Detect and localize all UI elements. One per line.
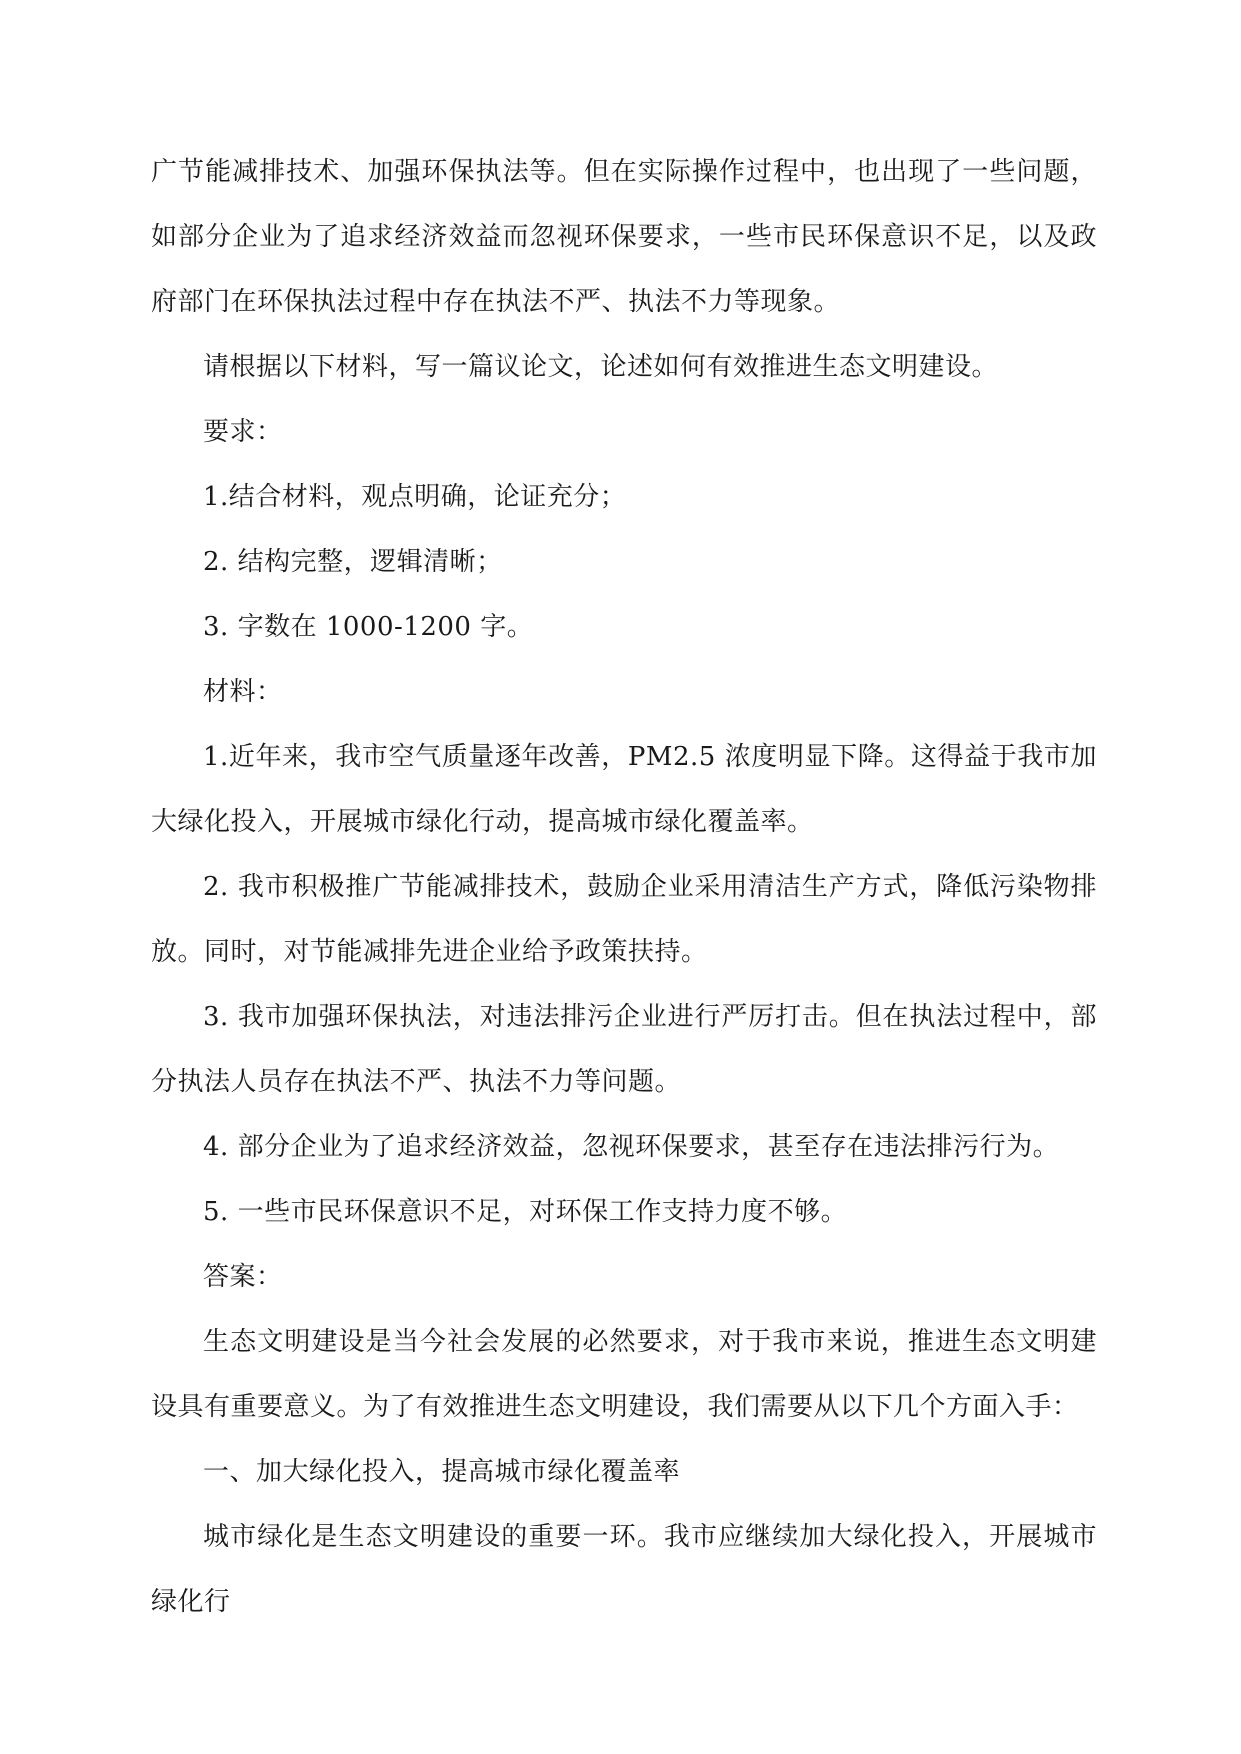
section-paragraph: 城市绿化是生态文明建设的重要一环。我市应继续加大绿化投入，开展城市绿化行 — [151, 1522, 1097, 1617]
material-item: 5. 一些市民环保意识不足，对环保工作支持力度不够。 — [203, 1197, 848, 1227]
material-item: 4. 部分企业为了追求经济效益，忽视环保要求，甚至存在违法排污行为。 — [203, 1132, 1060, 1162]
section-heading: 一、加大绿化投入，提高城市绿化覆盖率 — [203, 1457, 681, 1487]
requirement-item: 2. 结构完整，逻辑清晰； — [203, 547, 503, 577]
answer-intro: 生态文明建设是当今社会发展的必然要求，对于我市来说，推进生态文明建设具有重要意义。为了有效推进生态文明建设，我们需要从以下几个方面入手： — [151, 1327, 1097, 1422]
answer-heading: 答案： — [203, 1262, 283, 1292]
requirement-item: 1.结合材料，观点明确，论证充分； — [203, 482, 627, 512]
paragraph-continuation: 广节能减排技术、加强环保执法等。但在实际操作过程中，也出现了一些问题，如部分企业为了追求经济效益而忽视环保要求，一些市民环保意识不足，以及政府部门在环保执法过程中存在执法不严、执法不力等现象。 — [151, 157, 1097, 317]
requirement-item: 3. 字数在 1000-1200 字。 — [203, 612, 534, 642]
material-item: 2. 我市积极推广节能减排技术，鼓励企业采用清洁生产方式，降低污染物排放。同时，对节能减排先进企业给予政策扶持。 — [151, 872, 1097, 967]
requirements-heading: 要求： — [203, 417, 283, 447]
paragraph-prompt: 请根据以下材料，写一篇议论文，论述如何有效推进生态文明建设。 — [203, 352, 999, 382]
material-item: 1.近年来，我市空气质量逐年改善，PM2.5 浓度明显下降。这得益于我市加大绿化投入，开展城市绿化行动，提高城市绿化覆盖率。 — [151, 742, 1097, 837]
document-body — [151, 140, 1097, 1635]
material-item: 3. 我市加强环保执法，对违法排污企业进行严厉打击。但在执法过程中，部分执法人员存在执法不严、执法不力等问题。 — [151, 1002, 1097, 1097]
materials-heading: 材料： — [203, 677, 283, 707]
